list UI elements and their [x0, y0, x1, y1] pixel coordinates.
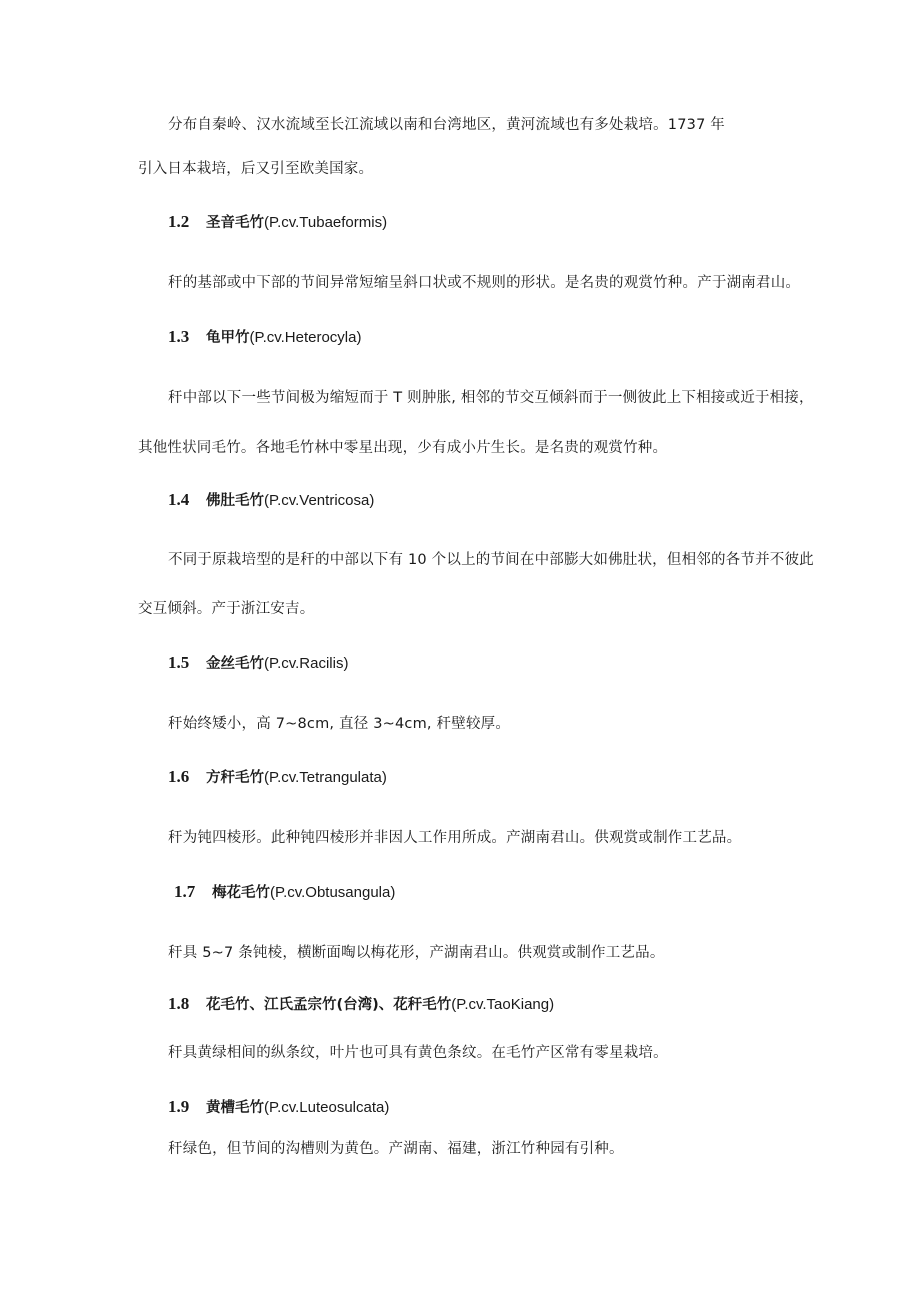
intro-line-1: 分布自秦岭、汉水流域至长江流域以南和台湾地区，黄河流域也有多处栽培。1737 年	[168, 117, 726, 133]
section-latin: (P.cv.Luteosulcata)	[264, 1099, 390, 1116]
section-1-7-line-1: 秆具 5~7 条钝棱，横断面啕以梅花形，产湖南君山。供观赏或制作工艺品。	[168, 945, 665, 961]
section-name: 金丝毛竹	[206, 656, 264, 672]
section-number: 1.5	[168, 653, 190, 672]
section-latin: (P.cv.Racilis)	[264, 655, 349, 672]
section-latin: (P.cv.Tetrangulata)	[264, 769, 387, 786]
section-name: 龟甲竹	[206, 330, 250, 346]
section-heading-1-8	[168, 993, 554, 1016]
section-number: 1.9	[168, 1097, 190, 1116]
section-1-3-line-1: 秆中部以下一些节间极为缩短而于 T 则肿胀, 相邻的节交互倾斜而于一侧彼此上下相接或近于相接，	[168, 390, 814, 406]
section-heading-1-2	[168, 211, 387, 234]
section-latin: (P.cv.TaoKiang)	[451, 996, 555, 1013]
section-1-3-line-2: 其他性状同毛竹。各地毛竹林中零星出现，少有成小片生长。是名贵的观赏竹种。	[138, 440, 668, 456]
section-name: 佛肚毛竹	[206, 493, 264, 509]
section-name: 花毛竹、江氏孟宗竹(台湾)、花秆毛竹	[206, 997, 452, 1013]
section-heading-1-7	[174, 881, 395, 904]
section-number: 1.3	[168, 327, 190, 346]
section-name: 方秆毛竹	[206, 770, 264, 786]
section-name: 圣音毛竹	[206, 215, 264, 231]
section-1-6-line-1: 秆为钝四棱形。此种钝四棱形并非因人工作用所成。产湖南君山。供观赏或制作工艺品。	[168, 830, 742, 846]
section-number: 1.7	[174, 882, 196, 901]
section-heading-1-4	[168, 489, 374, 512]
intro-line-2: 引入日本栽培，后又引至欧美国家。	[138, 161, 374, 177]
section-number: 1.2	[168, 212, 190, 231]
section-latin: (P.cv.Tubaeformis)	[264, 214, 388, 231]
section-number: 1.4	[168, 490, 190, 509]
section-name: 黄槽毛竹	[206, 1100, 264, 1116]
section-number: 1.8	[168, 994, 190, 1013]
section-number: 1.6	[168, 767, 190, 786]
section-1-2-line-1: 秆的基部或中下部的节间异常短缩呈斜口状或不规则的形状。是名贵的观赏竹种。产于湖南君山。	[168, 275, 801, 291]
section-latin: (P.cv.Obtusangula)	[270, 884, 396, 901]
section-1-8-line-1: 秆具黄绿相间的纵条纹，叶片也可具有黄色条纹。在毛竹产区常有零星栽培。	[168, 1045, 668, 1061]
section-1-4-line-1: 不同于原栽培型的是秆的中部以下有 10 个以上的节间在中部膨大如佛肚状，但相邻的各节并不彼此	[168, 552, 814, 568]
section-heading-1-3	[168, 326, 361, 349]
section-1-9-line-1: 秆绿色，但节间的沟槽则为黄色。产湖南、福建，浙江竹种园有引种。	[168, 1141, 624, 1157]
section-1-4-line-2: 交互倾斜。产于浙江安吉。	[138, 601, 315, 617]
section-heading-1-9	[168, 1096, 389, 1119]
section-latin: (P.cv.Ventricosa)	[264, 492, 375, 509]
section-heading-1-6	[168, 766, 387, 789]
section-1-5-line-1: 秆始终矮小，高 7~8cm, 直径 3~4cm, 秆壁较厚。	[168, 716, 511, 732]
section-name: 梅花毛竹	[212, 885, 270, 901]
section-heading-1-5	[168, 652, 348, 675]
section-latin: (P.cv.Heterocyla)	[249, 329, 362, 346]
